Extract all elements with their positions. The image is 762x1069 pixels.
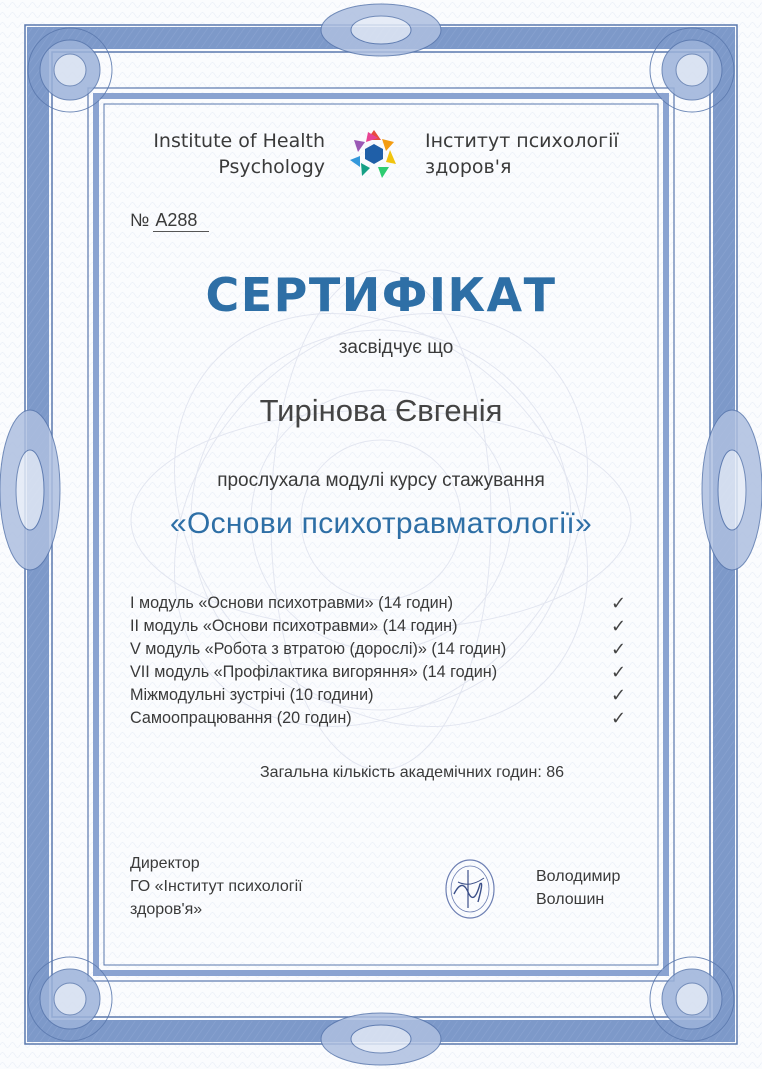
certifies-text: засвідчує що [338,337,454,358]
brand-en-line2: Psychology [218,156,325,178]
checkmark-icon: ✓ [611,708,627,729]
module-item [130,592,630,615]
module-label: VII модуль «Профілактика вигоряння» (14 годин) [130,663,498,681]
course-title: «Основи психотравматології» [169,507,593,540]
brand-en-line1: Institute of Health [153,130,325,152]
signature-stamp-icon [444,858,496,920]
module-item [130,684,630,707]
checkmark-icon: ✓ [611,639,627,660]
director-title [130,852,370,921]
module-label: Самоопрацювання (20 годин) [130,709,352,727]
module-item [130,615,630,638]
module-item [130,707,630,730]
checkmark-icon: ✓ [611,662,627,683]
total-hours: Загальна кількість академічних годин: 86 [260,764,565,781]
corner-ornament-top-left [28,28,112,112]
module-label: І модуль «Основи психотравми» (14 годин) [130,594,453,612]
module-label: V модуль «Робота з втратою (дорослі)» (14 годин) [130,640,507,658]
signer-name [536,865,656,911]
signer-line1: Володимир [536,868,621,885]
director-line2: ГО «Інститут психології [130,878,303,895]
module-label: ІІ модуль «Основи психотравми» (14 годин) [130,617,458,635]
brand-name-english [120,128,325,180]
brand-ua-line1: Інститут психології [425,130,619,152]
checkmark-icon: ✓ [611,616,627,637]
checkmark-icon: ✓ [611,685,627,706]
modules-list [130,592,630,730]
brand-name-ukrainian [425,128,655,180]
certificate-title: СЕРТИФІКАТ [205,268,557,322]
number-value: А288 [153,210,209,232]
completed-text: прослухала модулі курсу стажування [217,470,545,491]
director-line1: Директор [130,855,200,872]
certificate-number [130,210,209,232]
module-label: Міжмодульні зустрічі (10 години) [130,686,374,704]
checkmark-icon: ✓ [611,593,627,614]
brand-ua-line2: здоров'я [425,156,512,178]
number-prefix: № [130,210,150,230]
module-item [130,661,630,684]
institute-logo [346,128,402,180]
director-line3: здоров'я» [130,901,203,918]
module-item [130,638,630,661]
recipient-name: Тирінова Євгенія [259,393,503,428]
signer-line2: Волошин [536,891,605,908]
